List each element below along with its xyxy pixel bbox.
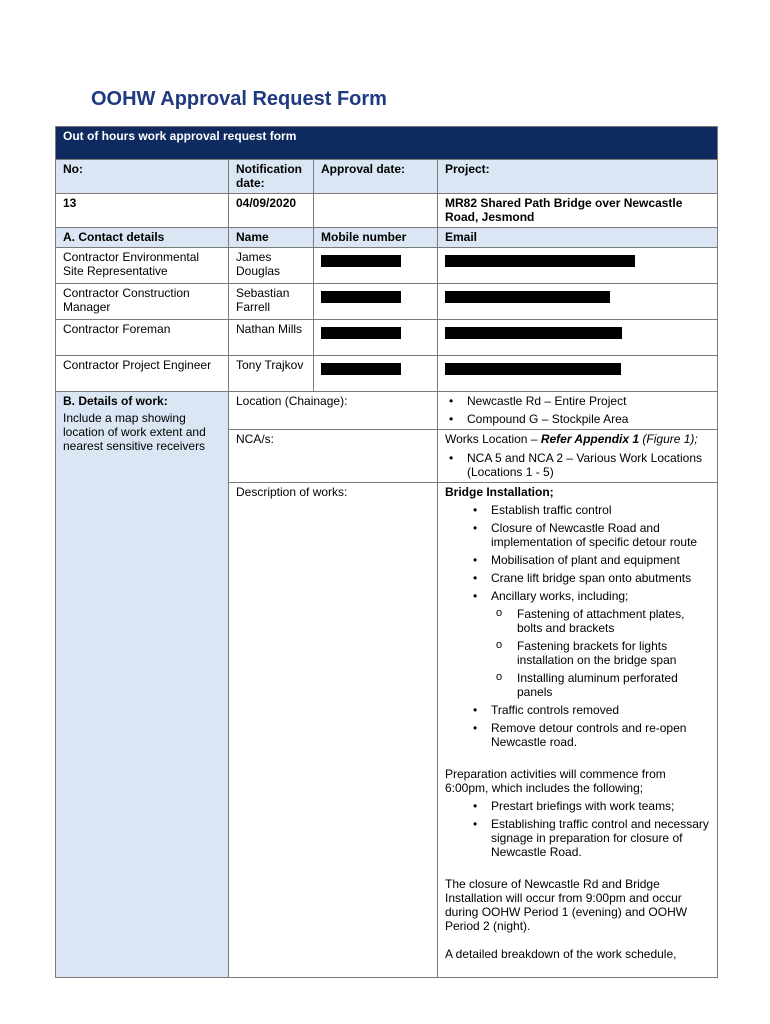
list-item: o Fastening brackets for lights installation on the bridge span [493,639,712,667]
list-item: • Remove detour controls and re-open Newcastle road. [469,721,712,749]
redacted-mobile [321,363,401,375]
list-item: • Newcastle Rd – Entire Project [445,394,712,408]
contact-header-row [56,228,718,248]
contact-name: Tony Trajkov [229,356,314,392]
details-note: Include a map showing location of work extent and nearest sensitive receivers [63,411,206,453]
location-list [445,394,712,426]
contact-row [56,248,718,284]
details-section-cell [56,392,229,978]
redacted-mobile [321,291,401,303]
ancillary-list [493,607,712,699]
closure-text: The closure of Newcastle Rd and Bridge Installation will occur from 9:00pm and occur during OOHW Period 1 (evening) and OOHW Period 2 (night). [445,877,688,933]
record-no: 13 [56,194,229,228]
details-section-header: B. Details of work: [63,394,168,408]
contact-role: Contractor Project Engineer [56,356,229,392]
description-list [469,503,712,749]
list-item: • Prestart briefings with work teams; [469,799,712,813]
contact-row [56,320,718,356]
redacted-email [445,291,610,303]
list-item: • Traffic controls removed [469,703,712,717]
list-item: • Establish traffic control [469,503,712,517]
record-approval-date [314,194,438,228]
redacted-email [445,363,621,375]
project-header: Project: [438,160,718,194]
preparation-text: Preparation activities will commence from 6:00pm, which includes the following; [445,767,666,795]
email-header: Email [438,228,718,248]
list-item: • Crane lift bridge span onto abutments [469,571,712,585]
list-item: • Mobilisation of plant and equipment [469,553,712,567]
contact-row [56,356,718,392]
record-project: MR82 Shared Path Bridge over Newcastle Road, Jesmond [438,194,718,228]
mobile-header: Mobile number [314,228,438,248]
preparation-list [469,799,712,859]
list-item: o Installing aluminum perforated panels [493,671,712,699]
contact-row [56,284,718,320]
no-header: No: [56,160,229,194]
redacted-mobile [321,255,401,267]
redacted-mobile [321,327,401,339]
redacted-email [445,327,622,339]
name-header: Name [229,228,314,248]
table-title: Out of hours work approval request form [56,127,718,160]
contact-name: Nathan Mills [229,320,314,356]
nca-list [445,451,712,479]
contact-role: Contractor Foreman [56,320,229,356]
record-notification-date: 04/09/2020 [229,194,314,228]
list-item: • Compound G – Stockpile Area [445,412,712,426]
contact-name: Sebastian Farrell [229,284,314,320]
contact-section-header: A. Contact details [56,228,229,248]
description-label: Description of works: [229,483,438,978]
list-item: • Establishing traffic control and necessary signage in preparation for closure of Newcastle Road. [469,817,712,859]
nca-location-text: Works Location – Refer Appendix 1 (Figure 1); [445,432,698,446]
list-item: o Fastening of attachment plates, bolts and brackets [493,607,712,635]
header-row [56,160,718,194]
contact-role: Contractor Environmental Site Representative [56,248,229,284]
nca-label: NCA/s: [229,430,438,483]
list-item: • Closure of Newcastle Road and implementation of specific detour route [469,521,712,549]
approval-date-header: Approval date: [314,160,438,194]
approval-form-table [55,126,718,978]
record-row [56,194,718,228]
description-heading: Bridge Installation; [445,485,554,499]
contact-role: Contractor Construction Manager [56,284,229,320]
contact-name: James Douglas [229,248,314,284]
notification-date-header: Notification date: [229,160,314,194]
location-label: Location (Chainage): [229,392,438,430]
page-title: OOHW Approval Request Form [91,88,387,110]
table-title-row [56,127,718,160]
list-item-ancillary: • Ancillary works, including; o Fastening of attachment plates, bolts and brackets o Fastening brackets for lights installation on the bridge span o Installing aluminum perforated panels [469,589,712,699]
appendix-reference: Refer Appendix 1 [540,432,640,446]
list-item: • NCA 5 and NCA 2 – Various Work Locations (Locations 1 - 5) [445,451,712,479]
redacted-email [445,255,635,267]
details-location-row [56,392,718,430]
schedule-text: A detailed breakdown of the work schedule, [445,947,677,961]
